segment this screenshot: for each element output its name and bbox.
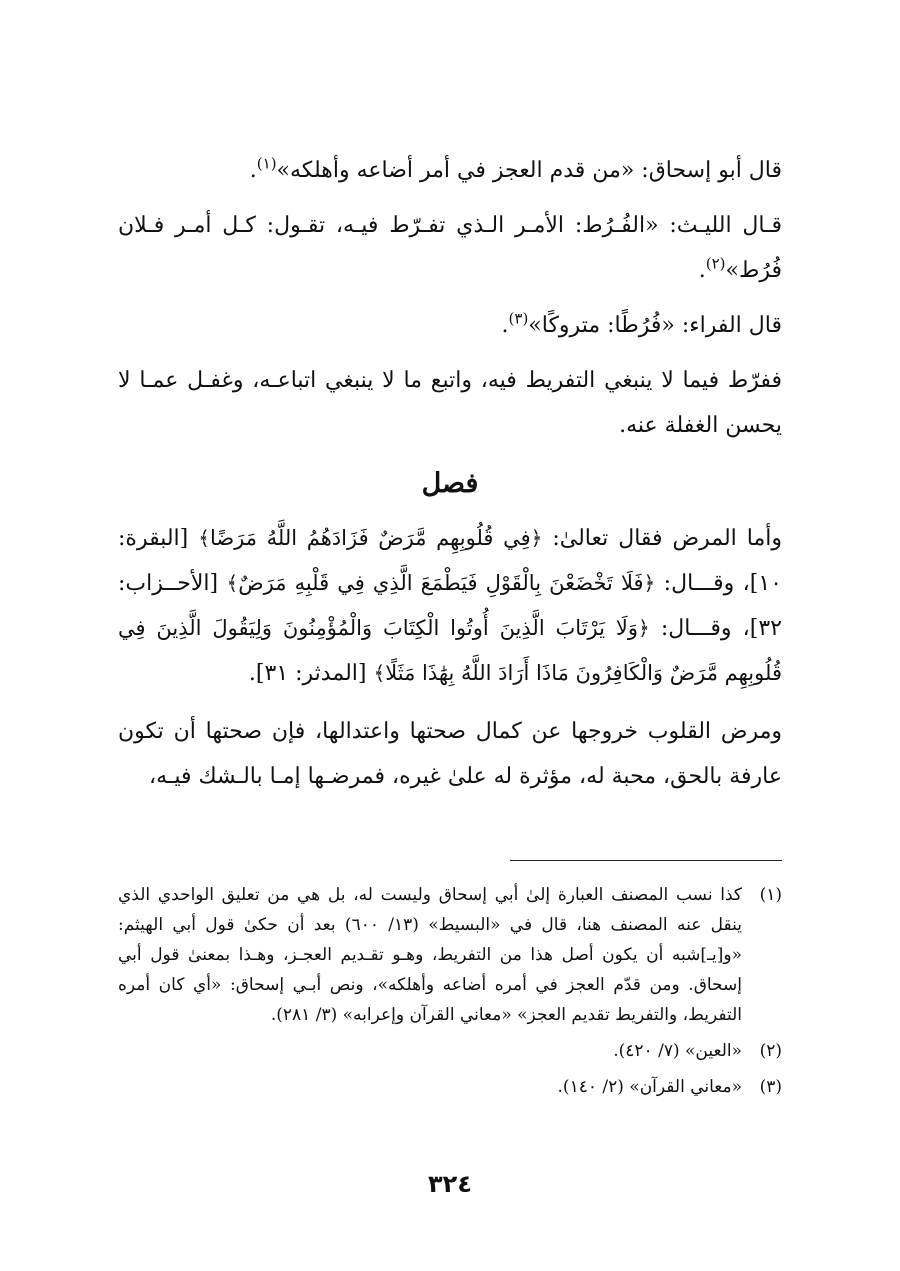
page-number: ٣٢٤ [428, 1170, 472, 1198]
quran-verse-baqarah: فِي قُلُوبِهِم مَّرَضٌ فَزَادَهُمُ اللَّهُ مَرَضًا [209, 526, 531, 550]
paragraph-quran-verses [118, 516, 782, 696]
paragraph-heart-disease: ومرض القلوب خروجها عن كمال صحتها واعتدالها، فإن صحتها أن تكون عارفة بالحق، محبة له، مؤثرة له علىٰ غيره، فمرضـها إمـا بالـشك فيـه، [118, 719, 782, 789]
page-content [118, 148, 782, 1228]
ornate-bracket-open-icon: ﴿ [530, 526, 543, 550]
footnote-number: (٣) [759, 1077, 782, 1097]
footnote-text: كذا نسب المصنف العبارة إلىٰ أبي إسحاق وليست له، بل هي من تعليق الواحدي الذي ينقل عنه المصنف هنا، قال في «البسيط» (١٣/ ٦٠٠) بعد أن حكىٰ قول أبي الهيثم: «و[يـ]شبه أن يكون أصل هذا من التفريط، وهـو تقـديم العجـز، وهـذا بمعنىٰ قول أبي إسحاق. ومن قدّم العجز في أمره أضاعه وأهلكه»، ونص أبـي إسحاق: «أي كان أمره التفريط، والتفريط تقديم العجز» «معاني القرآن وإعرابه» (٣/ ٢٨١). [118, 885, 742, 1025]
footnote-number: (٢) [759, 1041, 782, 1061]
paragraph-al-layth [118, 203, 782, 293]
footnotes [118, 880, 782, 1108]
footnote-text: «معاني القرآن» (٢/ ١٤٠). [557, 1077, 742, 1097]
paragraph-al-farra [118, 303, 782, 348]
footnote-item [118, 1072, 782, 1102]
footnote-ref-1[interactable]: (١) [256, 154, 277, 173]
ornate-bracket-open-icon: ﴿ [643, 571, 656, 595]
quran-ref-ahzab: [الأحــزاب: ٣٢]، وقـــال: [118, 571, 782, 641]
quran-ref-muddaththir: [المدثر: ٣١]. [248, 661, 367, 686]
ornate-bracket-open-icon: ﴿ [637, 616, 650, 640]
paragraph-text: قـال الليـث: «الفُـرُط: الأمـر الـذي تفـرّط فيـه، تقـول: كـل أمـر فـلان فُرُط» [118, 213, 782, 283]
ornate-bracket-close-icon: ﴾ [373, 661, 386, 685]
section-title: فصل [421, 468, 479, 499]
paragraph-text: قال الفراء: «فُرُطًا: متروكًا» [528, 313, 782, 338]
footnote-divider [510, 860, 782, 861]
footnote-item [118, 880, 782, 1030]
paragraph-end: . [698, 258, 706, 283]
footnote-ref-3[interactable]: (٣) [508, 309, 529, 328]
footnote-number: (١) [759, 885, 782, 905]
quran-verse-muddaththir: وَلَا يَرْتَابَ الَّذِينَ أُوتُوا الْكِتَابَ وَالْمُؤْمِنُونَ وَلِيَقُولَ الَّذِينَ فِي قُلُوبِهِم مَّرَضٌ وَالْكَافِرُونَ مَاذَا أَرَادَ اللَّهُ بِهَٰذَا مَثَلًا [118, 616, 782, 685]
footnote-text: «العين» (٧/ ٤٢٠). [613, 1041, 742, 1061]
paragraph-text: قال أبو إسحاق: «من قدم العجز في أمر أضاعه وأهلكه» [276, 158, 782, 183]
paragraph-abu-ishaq [118, 148, 782, 193]
footnote-ref-2[interactable]: (٢) [705, 254, 726, 273]
quran-intro: وأما المرض فقال تعالىٰ: [552, 526, 782, 551]
ornate-bracket-close-icon: ﴾ [226, 571, 239, 595]
quran-ref-baqarah: [البقرة: ١٠]، وقـــال: [118, 526, 782, 596]
ornate-bracket-close-icon: ﴾ [198, 526, 210, 550]
paragraph-end: . [249, 158, 257, 183]
paragraph-tafreet: ففرّط فيما لا ينبغي التفريط فيه، واتبع ما لا ينبغي اتباعـه، وغفـل عمـا لا يحسن الغفلة عنه. [118, 368, 782, 438]
paragraph-end: . [501, 313, 509, 338]
quran-verse-ahzab: فَلَا تَخْضَعْنَ بِالْقَوْلِ فَيَطْمَعَ الَّذِي فِي قَلْبِهِ مَرَضٌ [238, 571, 644, 595]
footnote-item [118, 1036, 782, 1066]
